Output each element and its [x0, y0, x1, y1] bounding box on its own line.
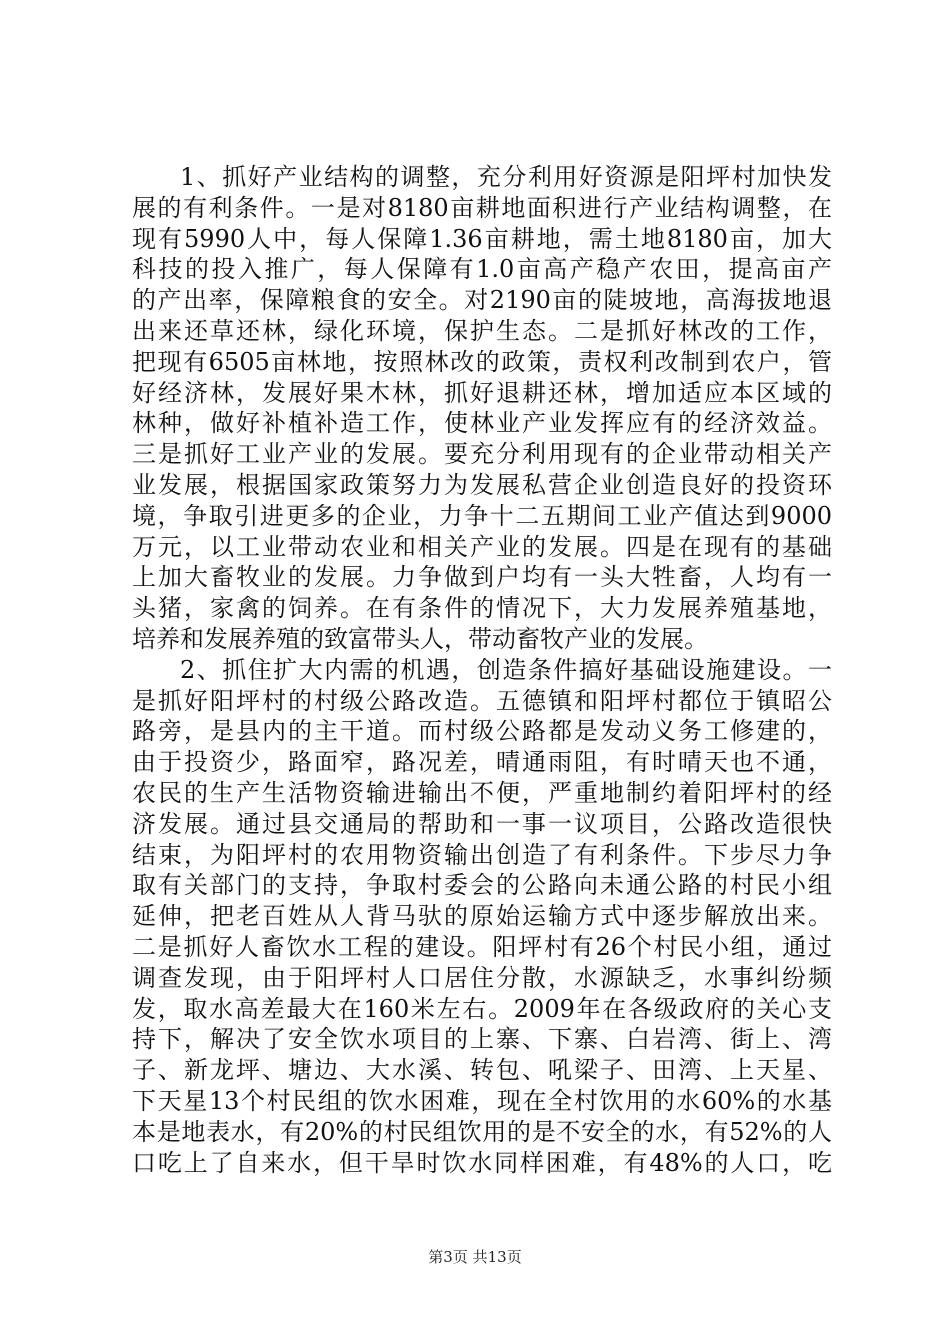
paragraph-line: 下天星13个村民组的饮水困难，现在全村饮用的水60%的水基: [132, 1086, 832, 1115]
paragraph-line: 境，争取引进更多的企业，力争十二五期间工业产值达到9000: [132, 501, 832, 530]
paragraph-line: 业发展，根据国家政策努力为发展私营企业创造良好的投资环: [132, 470, 832, 499]
paragraph-line: 现有5990人中，每人保障1.36亩耕地，需土地8180亩，加大: [132, 224, 832, 253]
paragraph-line: 二是抓好人畜饮水工程的建设。阳坪村有26个村民小组，通过: [132, 932, 832, 961]
paragraph-line: 上加大畜牧业的发展。力争做到户均有一头大牲畜，人均有一: [132, 563, 832, 592]
paragraph-line: 取有关部门的支持，争取村委会的公路向未通公路的村民小组: [132, 871, 832, 900]
page-footer: 第3页 共13页: [428, 1248, 522, 1266]
paragraph-line: 持下，解决了安全饮水项目的上寨、下寨、白岩湾、街上、湾: [132, 1025, 832, 1054]
paragraph-2: [132, 655, 832, 1179]
paragraph-line: 三是抓好工业产业的发展。要充分利用现有的企业带动相关产: [132, 440, 832, 469]
paragraph-line: 发，取水高差最大在160米左右。2009年在各级政府的关心支: [132, 994, 832, 1023]
paragraph-line: 由于投资少，路面窄，路况差，晴通雨阻，有时晴天也不通，: [132, 748, 832, 777]
paragraph-1: [132, 162, 832, 655]
paragraph-line: 路旁，是县内的主干道。而村级公路都是发动义务工修建的，: [132, 717, 832, 746]
paragraph-line: 口吃上了自来水，但干旱时饮水同样困难，有48%的人口，吃: [132, 1148, 832, 1177]
paragraph-line: 济发展。通过县交通局的帮助和一事一议项目，公路改造很快: [132, 809, 832, 838]
paragraph-line: 农民的生产生活物资输进输出不便，严重地制约着阳坪村的经: [132, 778, 832, 807]
paragraph-line: 头猪，家禽的饲养。在有条件的情况下，大力发展养殖基地，: [132, 594, 832, 623]
paragraph-line: 延伸，把老百姓从人背马驮的原始运输方式中逐步解放出来。: [132, 902, 832, 931]
paragraph-line: 结束，为阳坪村的农用物资输出创造了有利条件。下步尽力争: [132, 840, 832, 869]
paragraph-line: 是抓好阳坪村的村级公路改造。五德镇和阳坪村都位于镇昭公: [132, 686, 832, 715]
paragraph-line: 出来还草还林，绿化环境，保护生态。二是抓好林改的工作，: [132, 316, 832, 345]
paragraph-line: 本是地表水，有20%的村民组饮用的是不安全的水，有52%的人: [132, 1117, 832, 1146]
paragraph-line: 好经济林，发展好果木林，抓好退耕还林，增加适应本区域的: [132, 378, 832, 407]
paragraph-line: 把现有6505亩林地，按照林改的政策，责权利改制到农户，管: [132, 347, 832, 376]
paragraph-line: 1、抓好产业结构的调整，充分利用好资源是阳坪村加快发: [180, 163, 832, 191]
paragraph-line: 子、新龙坪、塘边、大水溪、转包、吼梁子、田湾、上天星、: [132, 1056, 832, 1085]
paragraph-line: 林种，做好补植补造工作，使林业产业发挥应有的经济效益。: [132, 409, 832, 438]
paragraph-line: 万元，以工业带动农业和相关产业的发展。四是在现有的基础: [132, 532, 832, 561]
paragraph-line: 展的有利条件。一是对8180亩耕地面积进行产业结构调整，在: [132, 193, 832, 222]
paragraph-line: 2、抓住扩大内需的机遇，创造条件搞好基础设施建设。一: [180, 655, 832, 684]
paragraph-line: 的产出率，保障粮食的安全。对2190亩的陡坡地，高海拔地退: [132, 286, 832, 315]
paragraph-line: 培养和发展养殖的致富带头人，带动畜牧产业的发展。: [132, 624, 708, 653]
document-body: [132, 162, 832, 1178]
paragraph-line: 科技的投入推广，每人保障有1.0亩高产稳产农田，提高亩产: [132, 255, 832, 284]
paragraph-line: 调查发现，由于阳坪村人口居住分散，水源缺乏，水事纠纷频: [132, 963, 832, 992]
